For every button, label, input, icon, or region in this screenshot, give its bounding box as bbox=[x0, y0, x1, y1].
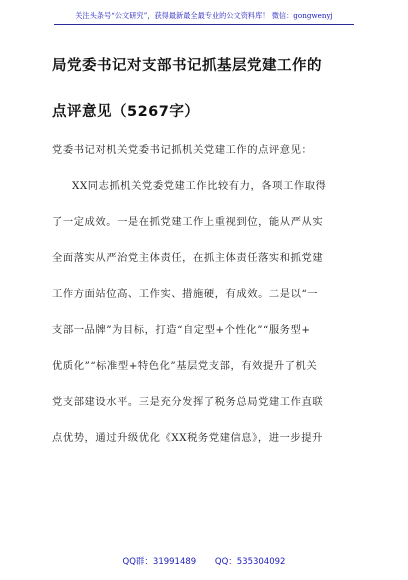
footer bbox=[0, 555, 408, 567]
body-line-5: 工作方面站位高、工作实、措施硬，有成效。二是以“一 bbox=[52, 288, 319, 300]
body-line-1: 党委书记对机关党委书记抓机关党建工作的点评意见： bbox=[52, 144, 313, 156]
document-title-line-2: 点评意见（5267字） bbox=[52, 104, 200, 120]
body-line-9: 点优势，通过升级优化《XX税务党建信息》，进一步提升 bbox=[52, 432, 323, 444]
body-line-8: 党支部建设水平。三是充分发挥了税务总局党建工作直联 bbox=[52, 396, 324, 408]
document-title-line-1: 局党委书记对支部书记抓基层党建工作的 bbox=[52, 58, 322, 74]
body-line-6: 支部一品牌”为目标，打造“自定型+个性化”“服务型+ bbox=[52, 324, 311, 336]
body-line-3: 了一定成效。一是在抓党建工作上重视到位，能从严从实 bbox=[52, 216, 324, 228]
body-line-2: XX同志抓机关党委党建工作比较有力，各项工作取得 bbox=[72, 180, 327, 192]
header-banner: 关注头条号“公文研究”，获得最新最全最专业的公文资料库！ 微信：gongwenyj bbox=[54, 9, 354, 25]
footer-qq: QQ：535304092 bbox=[214, 557, 286, 567]
body-line-7: 优质化”“标准型+特色化”基层党支部，有效提升了机关 bbox=[52, 360, 318, 372]
footer-qq-group: QQ群：31991489 bbox=[122, 557, 197, 567]
body-line-4: 全面落实从严治党主体责任，在抓主体责任落实和抓党建 bbox=[52, 252, 324, 264]
